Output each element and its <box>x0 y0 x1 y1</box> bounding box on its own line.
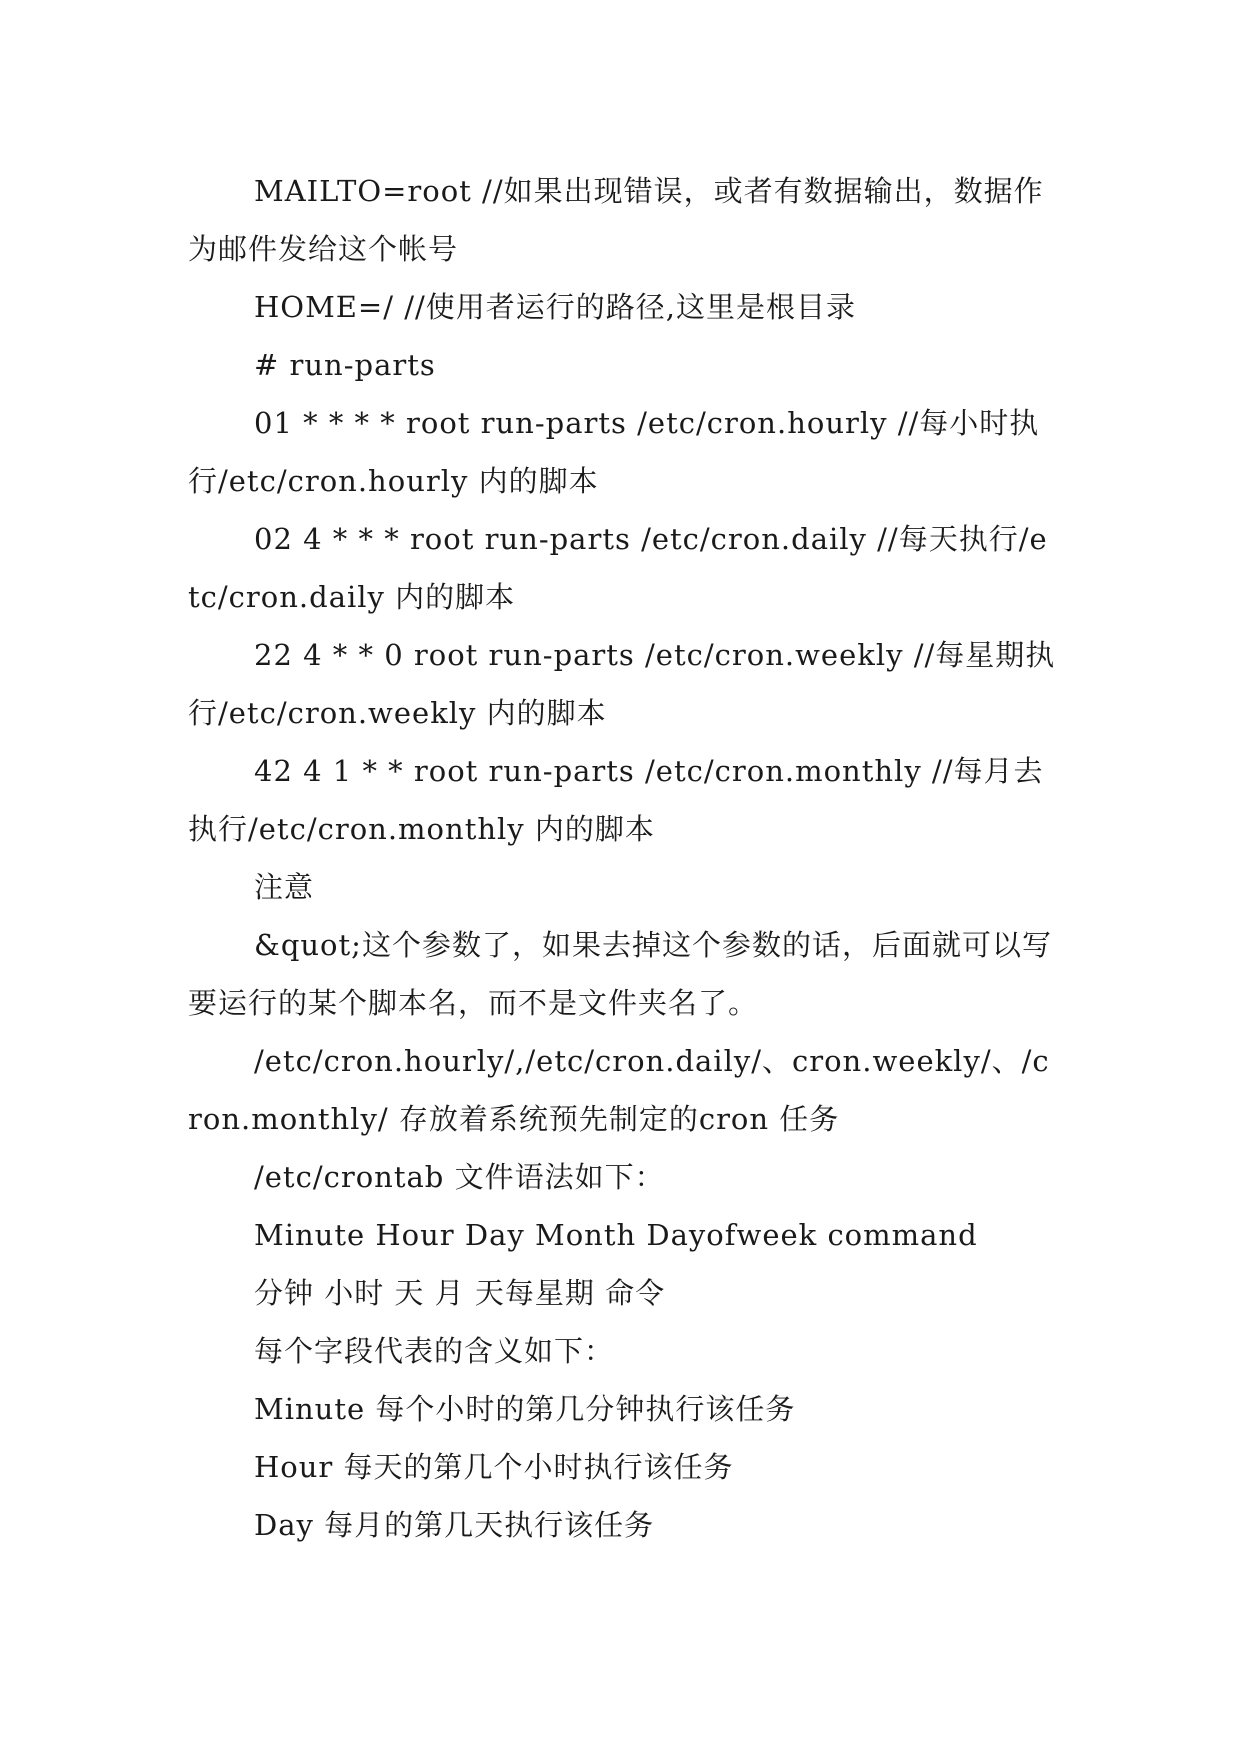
paragraph-syntax-fields-en: Minute Hour Day Month Dayofweek command <box>254 1218 978 1252</box>
paragraph-cron-dirs: /etc/cron.hourly/,/etc/cron.daily/、cron.weekly/、/cron.monthly/ 存放着系统预先制定的cron 任务 <box>188 1044 1050 1136</box>
paragraph-cron-monthly: 42 4 1 * * root run-parts /etc/cron.monthly //每月去执行/etc/cron.monthly 内的脚本 <box>188 754 1044 846</box>
paragraph-mailto: MAILTO=root //如果出现错误，或者有数据输出，数据作为邮件发给这个帐号 <box>188 174 1044 266</box>
paragraph-cron-daily: 02 4 * * * root run-parts /etc/cron.daily //每天执行/etc/cron.daily 内的脚本 <box>188 522 1048 614</box>
paragraph-home: HOME=/ //使用者运行的路径,这里是根目录 <box>254 290 856 324</box>
paragraph-cron-hourly: 01 * * * * root run-parts /etc/cron.hourly //每小时执行/etc/cron.hourly 内的脚本 <box>188 406 1040 498</box>
paragraph-syntax-fields-zh: 分钟 小时 天 月 天每星期 命令 <box>254 1276 666 1310</box>
paragraph-note-heading: 注意 <box>254 870 315 904</box>
document-body <box>188 162 1058 1554</box>
paragraph-field-day: Day 每月的第几天执行该任务 <box>254 1508 655 1542</box>
paragraph-field-meaning-intro: 每个字段代表的含义如下： <box>254 1334 615 1368</box>
paragraph-note-body: &quot;这个参数了，如果去掉这个参数的话，后面就可以写要运行的某个脚本名，而不是文件夹名了。 <box>188 928 1052 1020</box>
paragraph-cron-weekly: 22 4 * * 0 root run-parts /etc/cron.weekly //每星期执行/etc/cron.weekly 内的脚本 <box>188 638 1056 730</box>
paragraph-syntax-intro: /etc/crontab 文件语法如下： <box>254 1160 665 1194</box>
paragraph-field-minute: Minute 每个小时的第几分钟执行该任务 <box>254 1392 796 1426</box>
paragraph-run-parts-comment: # run-parts <box>254 348 436 382</box>
paragraph-field-hour: Hour 每天的第几个小时执行该任务 <box>254 1450 734 1484</box>
